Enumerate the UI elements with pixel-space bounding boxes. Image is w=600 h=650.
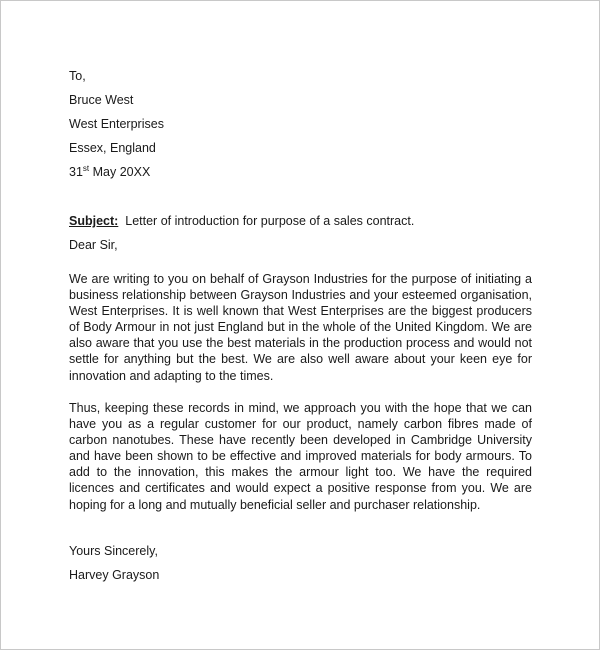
body-paragraph-2: Thus, keeping these records in mind, we approach you with the hope that we can have you as a regular customer for our product, namely carbon fibres made of carbon nanotubes. These have recently been developed in Cambridge University and have been shown to be effective and improved materials for body armours. To add to the innovation, this makes the armour light too. We have the required licences and certificates and would expect a positive response from you. We are hoping for a long and mutually beneficial seller and purchaser relationship. xyxy=(69,401,532,512)
subject-label: Subject: xyxy=(69,214,119,228)
signature-name: Harvey Grayson xyxy=(69,568,160,582)
closing: Yours Sincerely, xyxy=(69,544,158,558)
salutation-to: To, xyxy=(69,69,86,83)
recipient-company: West Enterprises xyxy=(69,117,164,131)
date-day-suffix: st xyxy=(82,164,90,173)
recipient-name: Bruce West xyxy=(69,93,134,107)
date-day: 31 xyxy=(69,165,83,179)
recipient-location: Essex, England xyxy=(69,141,156,155)
subject-line xyxy=(69,213,414,229)
greeting: Dear Sir, xyxy=(69,238,118,252)
body-paragraph-1: We are writing to you on behalf of Grayson Industries for the purpose of initiating a business relationship between Grayson Industries and your esteemed organisation, West Enterprises. It is well known that West Enterprises are the biggest producers of Body Armour in not just England but in the whole of the United Kingdom. We are also aware that you use the best materials in the production process and would not settle for anything but the best. We are also well aware about your keen eye for innovation and adapting to the times. xyxy=(69,272,532,383)
date-month-year: May 20XX xyxy=(89,165,151,179)
letter-date xyxy=(69,164,150,180)
subject-text: Letter of introduction for purpose of a sales contract. xyxy=(118,214,415,228)
